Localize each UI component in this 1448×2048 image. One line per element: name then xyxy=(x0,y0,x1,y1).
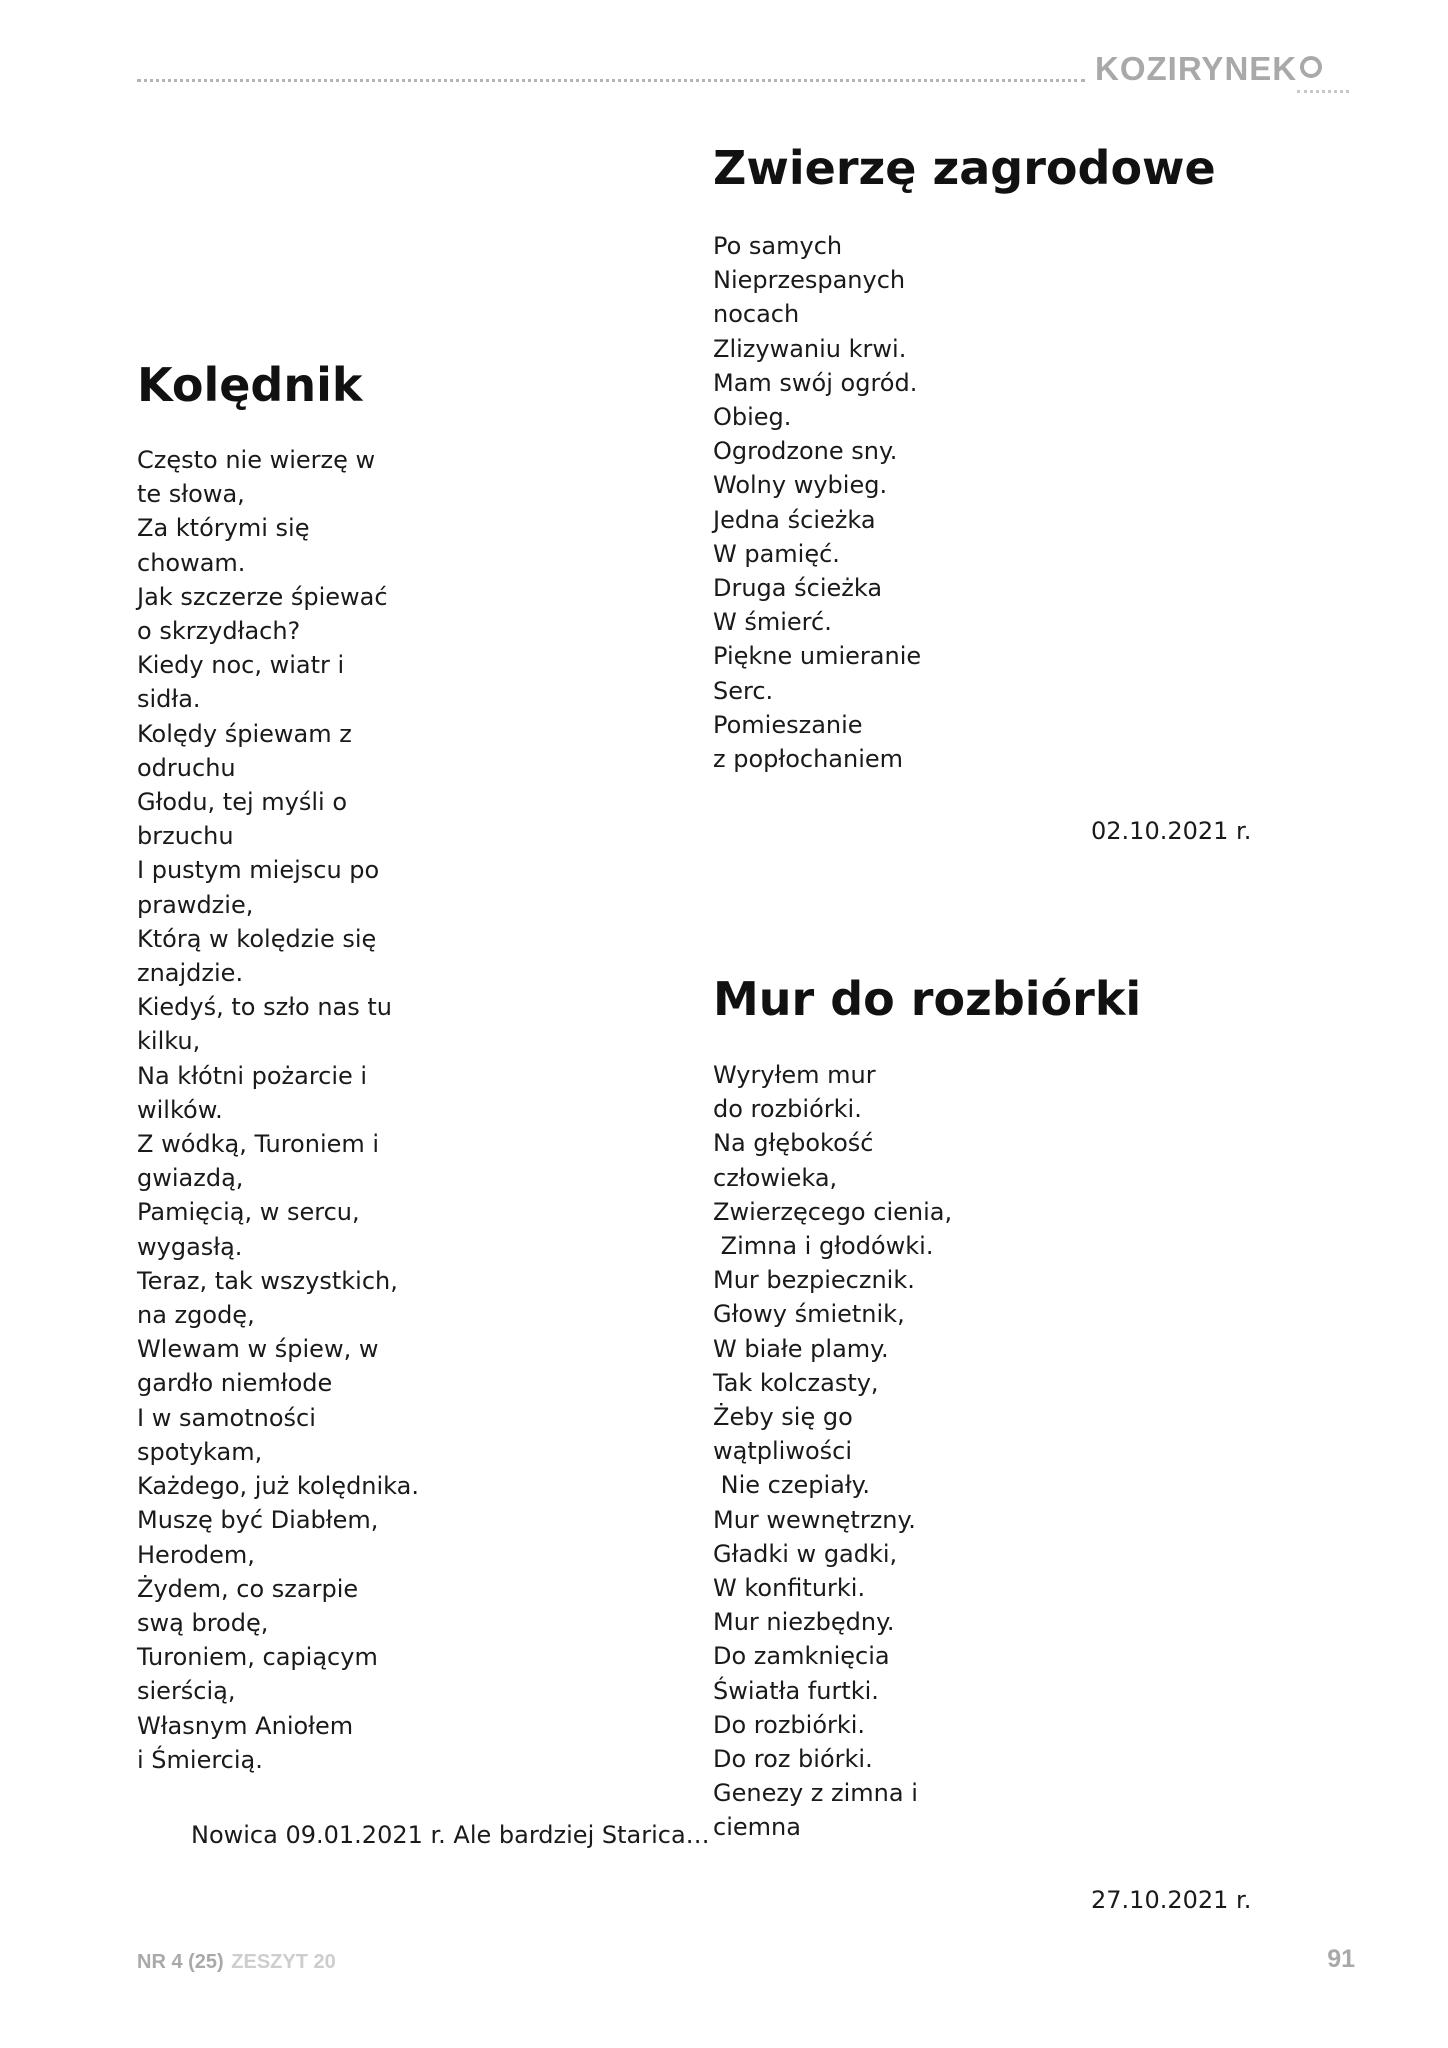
poem-line: Na kłótni pożarcie i xyxy=(137,1061,368,1090)
poem-line: Mam swój ogród. xyxy=(713,368,918,397)
poem-line: W śmierć. xyxy=(713,608,832,637)
poem-line: swą brodę, xyxy=(137,1608,269,1637)
poem-line: brzuchu xyxy=(137,822,234,851)
poem-line: W białe plamy. xyxy=(713,1334,889,1363)
page-number: 91 xyxy=(1327,1945,1355,1973)
poem-line: gwiazdą, xyxy=(137,1164,244,1193)
poem-line: spotykam, xyxy=(137,1437,263,1466)
issue-number: NR 4 (25) xyxy=(137,1951,224,1973)
poem-title-zwierze: Zwierzę zagrodowe xyxy=(713,141,1216,195)
poem-line: Teraz, tak wszystkich, xyxy=(137,1266,398,1295)
poem-line: Herodem, xyxy=(137,1540,255,1569)
poem-line: Wyryłem mur xyxy=(713,1061,876,1089)
poem-line: Światła furtki. xyxy=(713,1676,879,1705)
poem-line: Do zamknięcia xyxy=(713,1642,890,1671)
poem-line: Do rozbiórki. xyxy=(713,1710,866,1739)
poem-line: sierścią, xyxy=(137,1677,236,1706)
poem-line: Wlewam w śpiew, w xyxy=(137,1335,379,1364)
poem-line: Do roz biórki. xyxy=(713,1745,873,1774)
poem-line: znajdzie. xyxy=(137,959,244,988)
poem-line: wątpliwości xyxy=(713,1437,852,1466)
poem-line: Obieg. xyxy=(713,403,792,432)
poem-line: wygasłą. xyxy=(137,1232,243,1261)
poem-line: Kiedyś, to szło nas tu xyxy=(137,993,392,1022)
poem-line: Piękne umieranie xyxy=(713,642,922,671)
poem-line: Tak kolczasty, xyxy=(713,1368,879,1397)
poem-line: kilku, xyxy=(137,1027,201,1056)
poem-line: Głowy śmietnik, xyxy=(713,1300,905,1329)
poem-line: na zgodę, xyxy=(137,1301,255,1330)
poem-line: nocach xyxy=(713,300,800,329)
poem-line: Po samych xyxy=(713,232,843,260)
logo-ring-icon xyxy=(1300,56,1322,78)
poem-line: Pamięcią, w sercu, xyxy=(137,1198,360,1227)
poem-line: Głodu, tej myśli o xyxy=(137,788,348,817)
poem-line: Druga ścieżka xyxy=(713,574,883,603)
poem-line: Na głębokość xyxy=(713,1129,874,1158)
poem-line: ciemna xyxy=(713,1813,801,1842)
poem-line: Żeby się go xyxy=(713,1403,853,1432)
poem-line: Nie czepiały. xyxy=(713,1471,871,1500)
poem-line: Za którymi się xyxy=(137,514,310,543)
poem-line: Kiedy noc, wiatr i xyxy=(137,651,345,680)
poem-line: Jak szczerze śpiewać xyxy=(137,582,388,611)
poem-body-mur xyxy=(713,1058,952,1845)
poem-line: i Śmiercią. xyxy=(137,1745,263,1774)
header-rule xyxy=(137,79,1085,82)
poem-line: I pustym miejscu po xyxy=(137,856,380,885)
poem-line: gardło niemłode xyxy=(137,1369,333,1398)
poem-line: Często nie wierzę w xyxy=(137,446,376,474)
poem-line: W konfiturki. xyxy=(713,1574,866,1603)
poem-line: wilków. xyxy=(137,1095,223,1124)
logo-text: KOZIRYNEK xyxy=(1095,50,1298,87)
poem-line: Z wódką, Turoniem i xyxy=(137,1130,380,1159)
poem-line: Zlizywaniu krwi. xyxy=(713,334,907,363)
magazine-logo xyxy=(1095,50,1322,88)
poem-line: o skrzydłach? xyxy=(137,617,301,646)
poem-line: Żydem, co szarpie xyxy=(137,1574,359,1603)
footer-issue xyxy=(137,1951,336,1974)
poem-line: Gładki w gadki, xyxy=(713,1539,898,1568)
poem-line: Wolny wybieg. xyxy=(713,471,888,500)
poem-line: Zimna i głodówki. xyxy=(713,1232,934,1261)
poem-line: chowam. xyxy=(137,548,246,577)
poem-signature-kolednik: Nowica 09.01.2021 r. Ale bardziej Starica… xyxy=(191,1821,710,1849)
poem-line: odruchu xyxy=(137,753,236,782)
poem-line: Każdego, już kolędnika. xyxy=(137,1472,419,1501)
poem-line: Mur wewnętrzny. xyxy=(713,1505,916,1534)
poem-line: Mur niezbędny. xyxy=(713,1608,895,1637)
poem-line: I w samotności xyxy=(137,1403,316,1432)
poem-line: Genezy z zimna i xyxy=(713,1779,918,1808)
poem-line: Pomieszanie xyxy=(713,710,863,739)
poem-line: Zwierzęcego cienia, xyxy=(713,1197,953,1226)
poem-line: Ogrodzone sny. xyxy=(713,437,898,466)
poem-line: Własnym Aniołem xyxy=(137,1711,354,1740)
logo-dots xyxy=(1297,90,1349,93)
poem-line: do rozbiórki. xyxy=(713,1095,862,1124)
poem-title-mur: Mur do rozbiórki xyxy=(713,972,1142,1026)
poem-line: człowieka, xyxy=(713,1163,838,1192)
poem-line: Nieprzespanych xyxy=(713,266,906,295)
poem-line: Jedna ścieżka xyxy=(713,505,876,534)
poem-line: prawdzie, xyxy=(137,890,254,919)
poem-title-kolednik: Kolędnik xyxy=(137,358,363,412)
volume-number: ZESZYT 20 xyxy=(231,1951,336,1973)
poem-line: Muszę być Diabłem, xyxy=(137,1506,379,1535)
poem-line: Serc. xyxy=(713,676,774,705)
poem-line: W pamięć. xyxy=(713,539,840,568)
poem-line: Mur bezpiecznik. xyxy=(713,1266,915,1295)
poem-date-mur: 27.10.2021 r. xyxy=(1091,1886,1252,1914)
poem-line: sidła. xyxy=(137,685,201,714)
poem-line: Turoniem, capiącym xyxy=(137,1643,378,1672)
poem-body-kolednik xyxy=(137,443,419,1777)
poem-date-zwierze: 02.10.2021 r. xyxy=(1091,817,1252,845)
poem-body-zwierze xyxy=(713,229,921,776)
poem-line: te słowa, xyxy=(137,480,245,509)
poem-line: z popłochaniem xyxy=(713,745,904,774)
poem-line: Którą w kolędzie się xyxy=(137,924,377,953)
poem-line: Kolędy śpiewam z xyxy=(137,719,352,748)
